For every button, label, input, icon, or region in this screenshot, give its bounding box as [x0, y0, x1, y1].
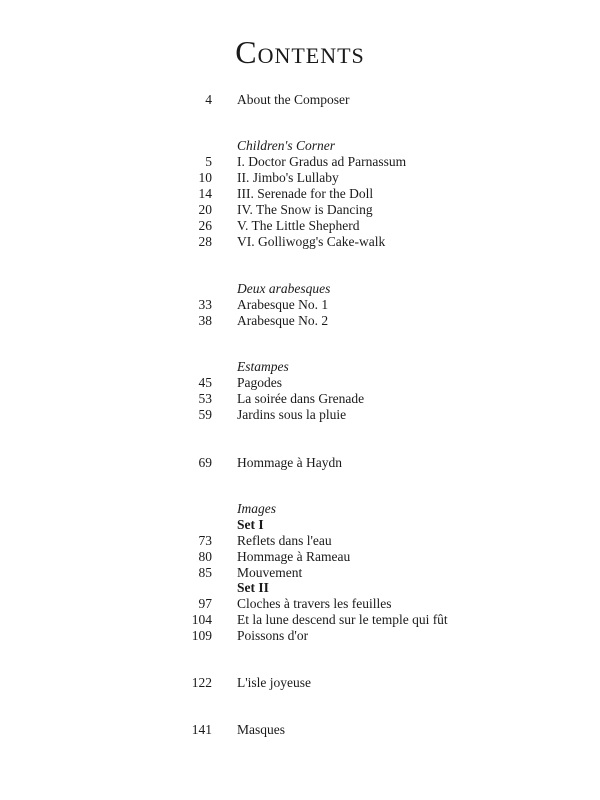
toc-page-number: 14 [198, 186, 212, 201]
toc-page-number: 20 [198, 202, 212, 217]
toc-entry-title: II. Jimbo's Lullaby [237, 170, 339, 185]
toc-entry-title: Et la lune descend sur le temple qui fût [237, 612, 448, 627]
toc-group-title: Estampes [237, 359, 289, 374]
toc-entry-title: V. The Little Shepherd [237, 218, 360, 233]
toc-entry-title: VI. Golliwogg's Cake-walk [237, 234, 386, 249]
toc-subgroup-title: Set I [237, 517, 264, 532]
toc-entry-title: Jardins sous la pluie [237, 407, 347, 422]
toc-page-number: 109 [191, 628, 212, 643]
toc-page-number: 85 [198, 565, 212, 580]
toc-entry-title: III. Serenade for the Doll [237, 186, 374, 201]
toc-page-number: 122 [191, 675, 212, 690]
toc-entry-title: Masques [237, 722, 285, 737]
toc-entry-title: Hommage à Haydn [237, 455, 342, 470]
toc-group-title: Children's Corner [237, 138, 336, 153]
toc-entry-title: L'isle joyeuse [237, 675, 312, 690]
toc-entry-title: Mouvement [237, 565, 303, 580]
toc-page-number: 141 [191, 722, 212, 737]
toc-entry-title: Reflets dans l'eau [237, 533, 332, 548]
toc-page-number: 5 [205, 154, 212, 169]
toc-page-number: 28 [198, 234, 212, 249]
toc-entry-title: La soirée dans Grenade [237, 391, 365, 406]
toc-entry-title: IV. The Snow is Dancing [237, 202, 373, 217]
toc-entry-title: About the Composer [237, 92, 350, 107]
toc-page-number: 38 [198, 313, 212, 328]
toc-page-number: 80 [198, 549, 212, 564]
toc-group-title: Deux arabesques [237, 281, 331, 296]
toc-entry-title: Poissons d'or [237, 628, 309, 643]
toc-page-number: 45 [198, 375, 212, 390]
toc-page-number: 26 [198, 218, 212, 233]
toc-page-number: 33 [198, 297, 212, 312]
toc-group-title: Images [237, 501, 276, 516]
toc-entry-title: Cloches à travers les feuilles [237, 596, 392, 611]
toc-entry-title: I. Doctor Gradus ad Parnassum [237, 154, 407, 169]
toc-entry-title: Hommage à Rameau [237, 549, 351, 564]
page-title: Contents [235, 34, 365, 70]
toc-entry-title: Arabesque No. 1 [237, 297, 329, 312]
toc-page-number: 10 [198, 170, 212, 185]
toc-page-number: 59 [198, 407, 212, 422]
toc-page-number: 97 [198, 596, 212, 611]
toc-entry-title: Arabesque No. 2 [237, 313, 329, 328]
toc-subgroup-title: Set II [237, 580, 269, 595]
toc-page-number: 4 [205, 92, 212, 107]
toc-page-number: 53 [198, 391, 212, 406]
toc-entry-title: Pagodes [237, 375, 282, 390]
toc-page-number: 104 [191, 612, 212, 627]
toc-page-number: 73 [198, 533, 212, 548]
toc-page-number: 69 [198, 455, 212, 470]
